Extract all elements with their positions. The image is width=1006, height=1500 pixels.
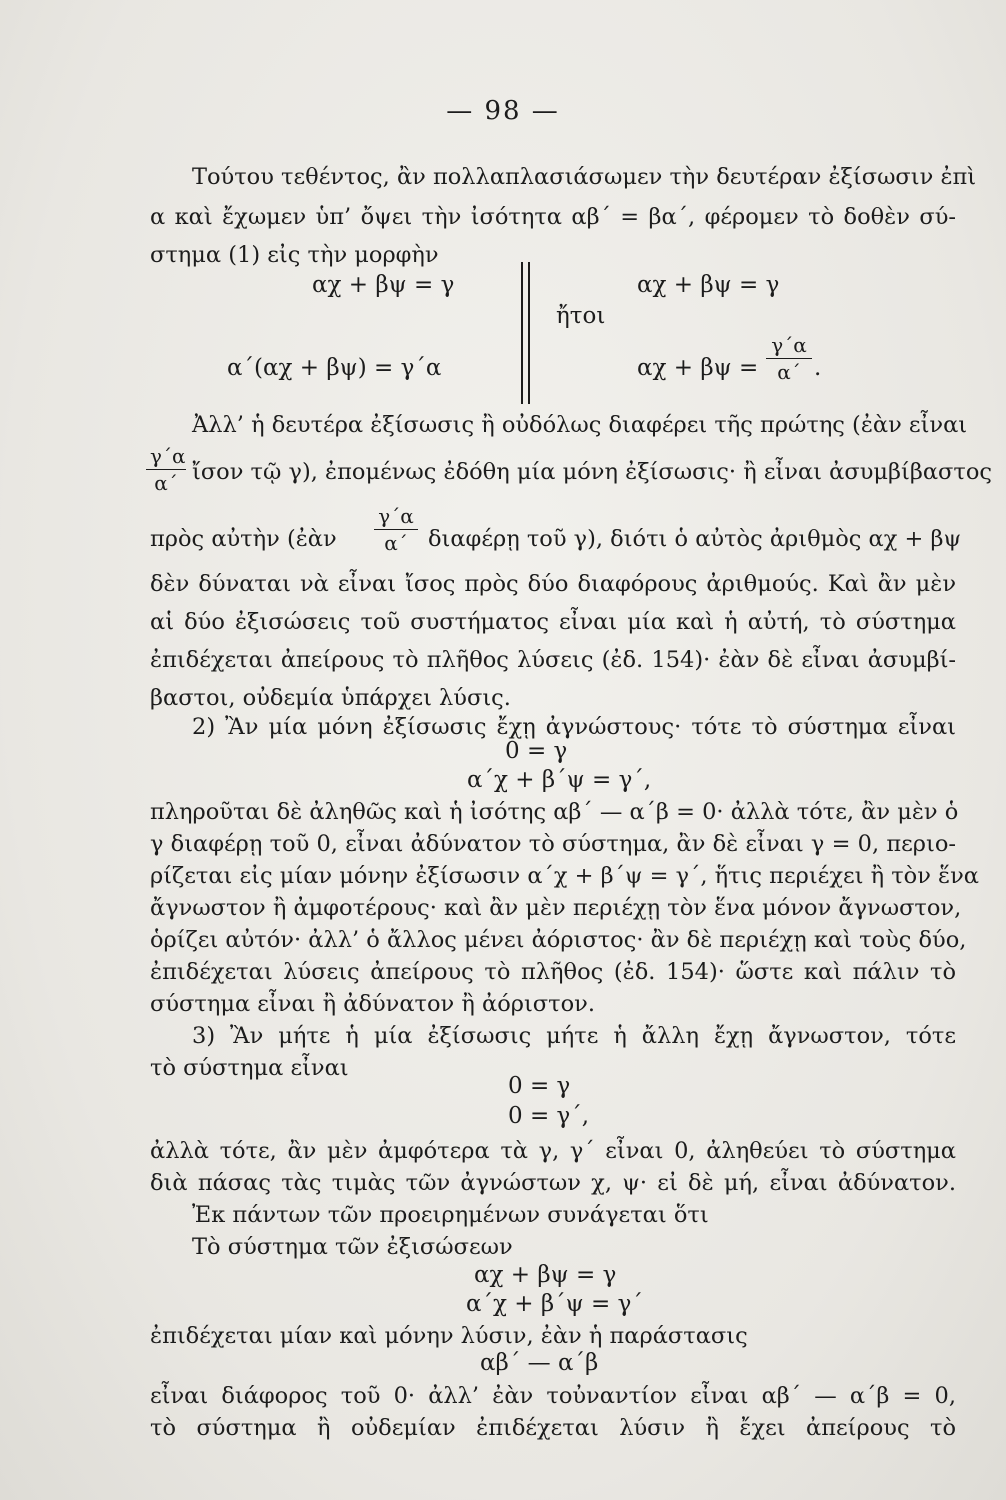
text-line: διὰ πάσας τὰς τιμὰς τῶν ἀγνώστων χ, ψ· εἰ δὲ μή, εἶναι ἀδύνατον. bbox=[150, 1170, 956, 1196]
fraction-bar bbox=[374, 529, 418, 530]
text-line: ἐπιδέχεται μίαν καὶ μόνην λύσιν, ἐὰν ἡ παράστασις bbox=[150, 1323, 748, 1349]
connector-word: ἤτοι bbox=[556, 303, 606, 329]
equation: 0 = γ bbox=[508, 1073, 571, 1099]
brace-line-2 bbox=[528, 262, 530, 404]
page-number: — 98 — bbox=[446, 96, 560, 126]
fraction-denominator: α΄ bbox=[154, 471, 178, 495]
text-line: 2) Ἂν μία μόνη ἐξίσωσις ἔχῃ ἀγνώστους· τότε τὸ σύστημα εἶναι bbox=[192, 714, 956, 740]
equation-right-2: αχ + βψ = bbox=[637, 355, 759, 381]
fraction-numerator: γ΄α bbox=[378, 504, 414, 528]
text-line: διαφέρῃ τοῦ γ), διότι ὁ αὐτὸς ἀριθμὸς αχ + βψ bbox=[428, 526, 962, 552]
brace-line-1 bbox=[521, 262, 523, 404]
text-line: αἱ δύο ἐξισώσεις τοῦ συστήματος εἶναι μία καὶ ἡ αὐτή, τὸ σύστημα bbox=[150, 609, 956, 635]
fraction bbox=[374, 504, 418, 555]
equation-right-1: αχ + βψ = γ bbox=[637, 272, 780, 298]
text-line: εἶναι διάφορος τοῦ 0· ἀλλ’ ἐὰν τοὐναντίον εἶναι αβ΄ — α΄β = 0, bbox=[150, 1383, 956, 1409]
fraction bbox=[766, 333, 812, 384]
fraction-numerator: γ΄α bbox=[771, 333, 807, 357]
text-line: α καὶ ἔχωμεν ὑπ’ ὄψει τὴν ἰσότητα αβ΄ = βα΄, φέρομεν τὸ δοθὲν σύ- bbox=[150, 204, 956, 230]
text-line: Ἀλλ’ ἡ δευτέρα ἐξίσωσις ἢ οὐδόλως διαφέρει τῆς πρώτης (ἐὰν εἶναι bbox=[192, 412, 968, 438]
equation-left-2: α΄(αχ + βψ) = γ΄α bbox=[227, 355, 442, 381]
text-line: ὁρίζει αὐτόν· ἀλλ’ ὁ ἄλλος μένει ἀόριστος· ἂν δὲ περιέχῃ καὶ τοὺς δύο, bbox=[150, 927, 967, 953]
text-line: ἀλλὰ τότε, ἂν μὲν ἀμφότερα τὰ γ, γ΄ εἶναι 0, ἀληθεύει τὸ σύστημα bbox=[150, 1138, 956, 1164]
fraction-denominator: α΄ bbox=[384, 531, 408, 555]
fraction-bar bbox=[766, 358, 812, 359]
fraction bbox=[146, 444, 186, 495]
fraction-numerator: γ΄α bbox=[150, 444, 186, 468]
fraction-denominator: α΄ bbox=[777, 360, 801, 384]
equation-period: . bbox=[814, 355, 822, 381]
text-line: δὲν δύναται νὰ εἶναι ἴσος πρὸς δύο διαφόρους ἀριθμούς. Καὶ ἂν μὲν bbox=[150, 571, 956, 597]
equation-left-1: αχ + βψ = γ bbox=[312, 272, 455, 298]
text-line: βαστοι, οὐδεμία ὑπάρχει λύσις. bbox=[150, 685, 511, 711]
text-line: ἐπιδέχεται λύσεις ἀπείρους τὸ πλῆθος (ἐδ. 154)· ὥστε καὶ πάλιν τὸ bbox=[150, 959, 956, 985]
equation: 0 = γ bbox=[505, 738, 568, 764]
text-line: τὸ σύστημα εἶναι bbox=[150, 1055, 349, 1081]
text-line: σύστημα εἶναι ἢ ἀδύνατον ἢ ἀόριστον. bbox=[150, 991, 595, 1017]
text-line: πληροῦται δὲ ἀληθῶς καὶ ἡ ἰσότης αβ΄ — α΄β = 0· ἀλλὰ τότε, ἂν μὲν ὁ bbox=[150, 799, 959, 825]
text-line: πρὸς αὐτὴν (ἐὰν bbox=[150, 526, 337, 552]
text-line: ἄγνωστον ἢ ἀμφοτέρους· καὶ ἂν μὲν περιέχῃ τὸν ἕνα μόνον ἄγνωστον, bbox=[150, 895, 962, 921]
equation: α΄χ + β΄ψ = γ΄ bbox=[466, 1291, 643, 1317]
text-line: γ διαφέρῃ τοῦ 0, εἶναι ἀδύνατον τὸ σύστημα, ἂν δὲ εἶναι γ = 0, περιο- bbox=[150, 831, 956, 857]
text-line: 3) Ἂν μήτε ἡ μία ἐξίσωσις μήτε ἡ ἄλλη ἔχῃ ἄγνωστον, τότε bbox=[192, 1023, 956, 1049]
equation: 0 = γ΄, bbox=[508, 1103, 590, 1129]
equation: α΄χ + β΄ψ = γ΄, bbox=[467, 767, 652, 793]
text-line: Τὸ σύστημα τῶν ἐξισώσεων bbox=[192, 1234, 513, 1260]
text-line: ἐπιδέχεται ἀπείρους τὸ πλῆθος λύσεις (ἐδ. 154)· ἐὰν δὲ εἶναι ἀσυμβί- bbox=[150, 647, 956, 673]
fraction-bar bbox=[146, 469, 186, 470]
equation: αχ + βψ = γ bbox=[474, 1262, 617, 1288]
text-line: ἴσον τῷ γ), ἐπομένως ἐδόθη μία μόνη ἐξίσωσις· ἢ εἶναι ἀσυμβίβαστος bbox=[192, 459, 992, 485]
text-line: Ἐκ πάντων τῶν προειρημένων συνάγεται ὅτι bbox=[192, 1202, 709, 1228]
text-line: ρίζεται εἰς μίαν μόνην ἐξίσωσιν α΄χ + β΄ψ = γ΄, ἥτις περιέχει ἢ τὸν ἕνα bbox=[150, 863, 979, 889]
equation: αβ΄ — α΄β bbox=[480, 1350, 599, 1376]
text-line: στημα (1) εἰς τὴν μορφὴν bbox=[150, 242, 439, 268]
text-line: Τούτου τεθέντος, ἂν πολλαπλασιάσωμεν τὴν δευτέραν ἐξίσωσιν ἐπὶ bbox=[192, 164, 977, 190]
text-line: τὸ σύστημα ἢ οὐδεμίαν ἐπιδέχεται λύσιν ἢ ἔχει ἀπείρους τὸ bbox=[150, 1415, 956, 1441]
